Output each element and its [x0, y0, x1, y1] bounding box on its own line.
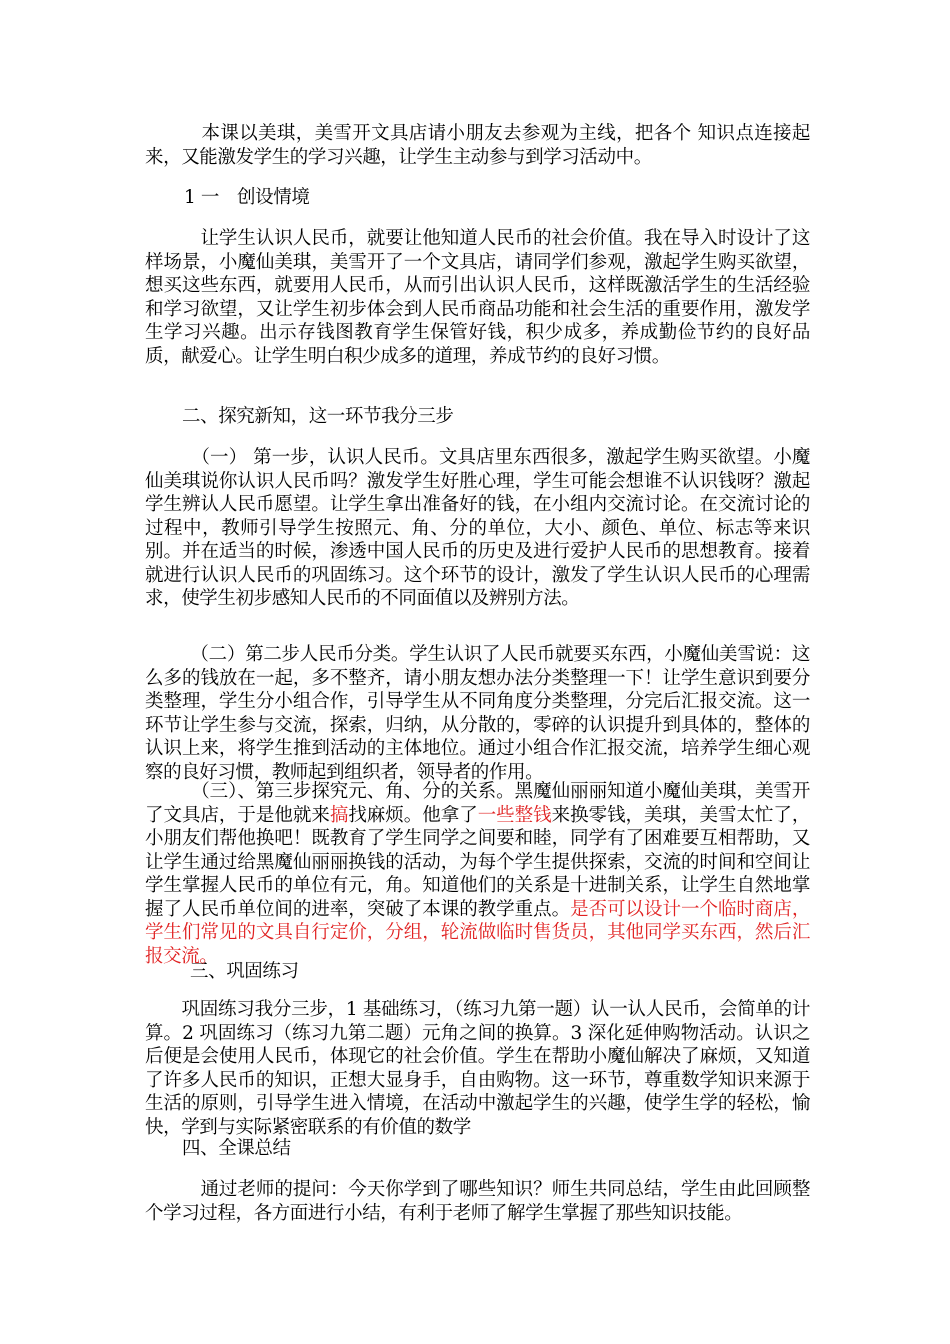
step-3-highlight-3: 是否可以设计一个临时商店，学生们常见的文具自行定价，分组，轮流做临时售货员，其他同学买东西，然后汇报交流。 [145, 898, 810, 967]
section-1-heading: 1 一 创设情境 [184, 187, 310, 208]
step-3-text-part-3: 来换零钱，美琪，美雪太忙了，小朋友们帮他换吧！既教育了学生同学之间要和睦，同学有了困难要互相帮助，又让学生通过给黑魔仙丽丽换钱的活动，为每个学生提供探索，交流的时间和空间让学生掌握人民币的单位有元，角。知道他们的关系是十进制关系，让学生自然地掌握了人民币单位间的进率，突破了本课的教学重点。 [145, 804, 810, 920]
section-4-paragraph: 通过老师的提问：今天你学到了哪些知识？师生共同总结，学生由此回顾整个学习过程，各方面进行小结，有利于老师了解学生掌握了那些知识技能。 [145, 1179, 810, 1224]
section-3-heading: 三、巩固练习 [190, 961, 299, 982]
section-1-paragraph: 让学生认识人民币，就要让他知道人民币的社会价值。我在导入时设计了这样场景，小魔仙美琪，美雪开了一个文具店，请同学们参观，激起学生购买欲望，想买这些东西，就要用人民币，从而引出认识人民币，这样既激活学生的生活经验和学习欲望，又让学生初步体会到人民币商品功能和社会生活的重要作用，激发学生学习兴趣。出示存钱图教育学生保管好钱，积少成多，养成勤俭节约的良好品质，献爱心。让学生明白积少成多的道理，养成节约的良好习惯。 [145, 228, 810, 367]
section-4-heading: 四、全课总结 [182, 1138, 291, 1159]
step-3-text-part-1: （三）、第三步探究元、角、分的关系。黑魔仙丽丽知道小魔仙美琪，美雪开了文具店，于是他就来 [145, 781, 810, 826]
section-2-heading: 二、探究新知，这一环节我分三步 [182, 406, 454, 427]
step-3-text-part-2: 找麻烦。他拿了 [348, 804, 478, 826]
step-3-highlight-2: 一些整钱 [477, 804, 552, 826]
section-3-paragraph: 巩固练习我分三步，1 基础练习，（练习九第一题）认一认人民币，会简单的计算。2 巩固练习（练习九第二题）元角之间的换算。3 深化延伸购物活动。认识之后便是会使用人民币，体现它的社会价值。学生在帮助小魔仙解决了麻烦，又知道了许多人民币的知识，正想大显身手，自由购物。这一环节，尊重数学知识来源于生活的原则，引导学生进入情境，在活动中激起学生的兴趣，使学生学的轻松，愉快，学到与实际紧密联系的有价值的数学 [145, 999, 810, 1138]
section-2-step-1-paragraph: （一） 第一步，认识人民币。文具店里东西很多，激起学生购买欲望。小魔仙美琪说你认识人民币吗？激发学生好胜心理，学生可能会想谁不认识钱呀？激起学生辨认人民币愿望。让学生拿出准备好的钱，在小组内交流讨论。在交流讨论的过程中，教师引导学生按照元、角、分的单位，大小、颜色、单位、标志等来识别。并在适当的时候，渗透中国人民币的历史及进行爱护人民币的思想教育。接着就进行认识人民币的巩固练习。这个环节的设计，激发了学生认识人民币的心理需求，使学生初步感知人民币的不同面值以及辨别方法。 [145, 447, 810, 609]
section-2-step-3-paragraph [145, 780, 810, 968]
section-2-step-2-paragraph: （二）第二步人民币分类。学生认识了人民币就要买东西，小魔仙美雪说：这么多的钱放在一起，多不整齐，请小朋友想办法分类整理一下！让学生意识到要分类整理，学生分小组合作，引导学生从不同角度分类整理，分完后汇报交流。这一环节让学生参与交流，探索，归纳，从分散的，零碎的认识提升到具体的，整体的认识上来，将学生推到活动的主体地位。通过小组合作汇报交流，培养学生细心观察的良好习惯，教师起到组织者，领导者的作用。 [145, 644, 810, 783]
intro-paragraph: 本课以美琪，美雪开文具店请小朋友去参观为主线，把各个 知识点连接起来，又能激发学生的学习兴趣，让学生主动参与到学习活动中。 [145, 123, 810, 168]
step-3-highlight-1: 搞 [329, 804, 349, 826]
